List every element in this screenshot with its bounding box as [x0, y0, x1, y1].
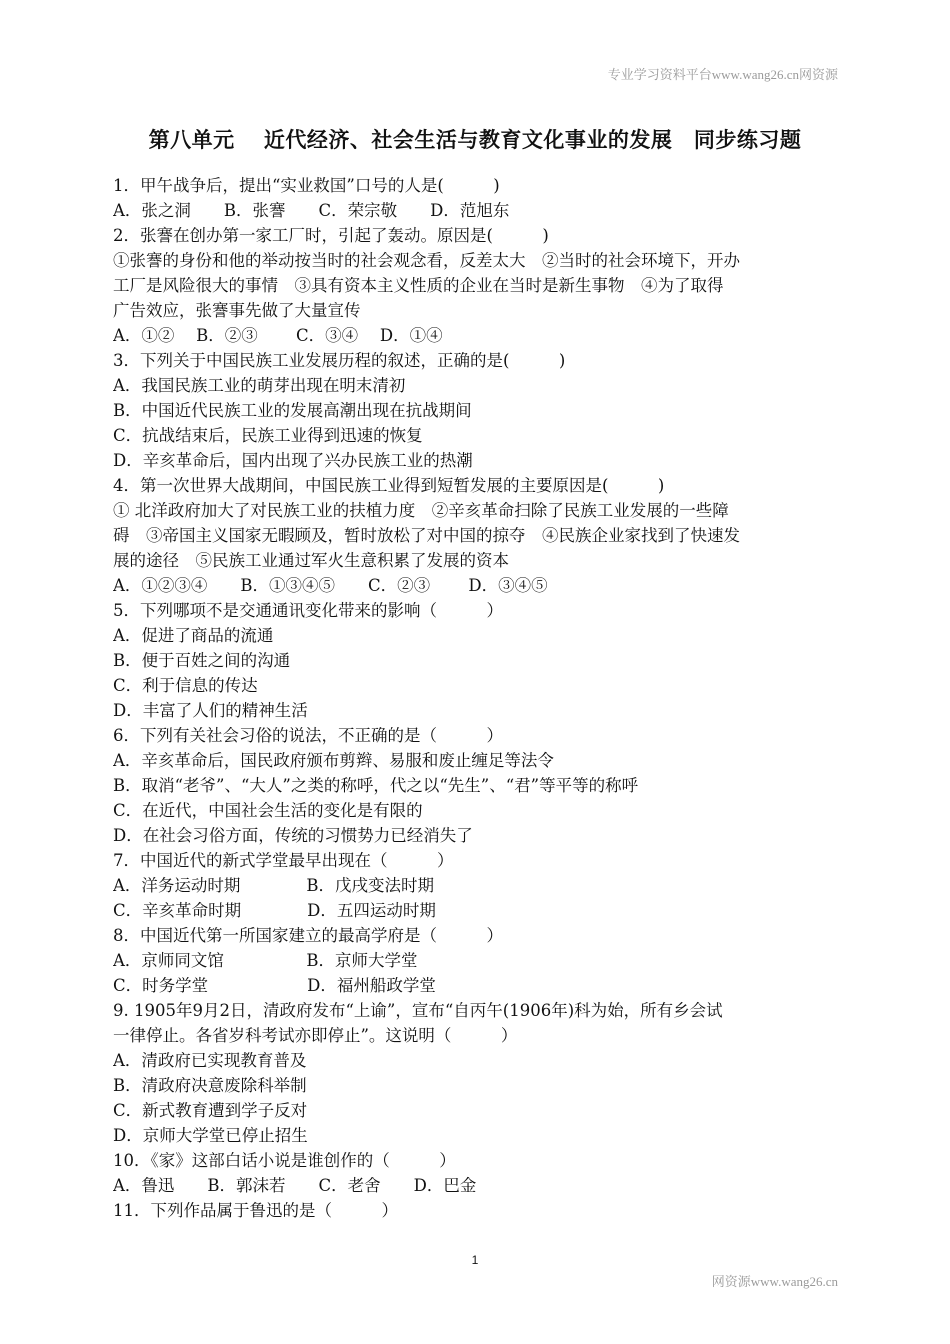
option-line: B．便于百姓之间的沟通 — [113, 651, 291, 670]
option-line: A．洋务运动时期 B．戊戌变法时期 — [113, 876, 435, 895]
option-line: D．丰富了人们的精神生活 — [113, 701, 308, 720]
statement-line: 碍 ③帝国主义国家无暇顾及，暂时放松了对中国的掠夺 ④民族企业家找到了快速发 — [113, 526, 740, 545]
option-line: A．京师同文馆 B．京师大学堂 — [113, 951, 418, 970]
page-number: 1 — [471, 1253, 479, 1267]
option-line: C．在近代，中国社会生活的变化是有限的 — [113, 801, 423, 820]
question-line: 7．中国近代的新式学堂最早出现在（ ） — [113, 851, 454, 870]
question-line: 9. 1905年9月2日，清政府发布“上谕”，宣布“自丙午(1906年)科为始，所有乡会试 — [113, 1001, 723, 1020]
statement-line: 工厂是风险很大的事情 ③具有资本主义性质的企业在当时是新生事物 ④为了取得 — [113, 276, 724, 295]
option-line: A．促进了商品的流通 — [113, 626, 274, 645]
question-line: 10．《家》这部白话小说是谁创作的（ ） — [113, 1151, 456, 1170]
document-title: 第八单元 近代经济、社会生活与教育文化事业的发展 同步练习题 — [148, 127, 802, 152]
question-line: 8．中国近代第一所国家建立的最高学府是（ ） — [113, 926, 503, 945]
option-line: C．时务学堂 D．福州船政学堂 — [113, 976, 436, 995]
question-line: 2．张謇在创办第一家工厂时，引起了轰动。原因是( ) — [113, 226, 549, 245]
option-line: A．辛亥革命后，国民政府颁布剪辫、易服和废止缠足等法令 — [113, 751, 554, 770]
option-line: D．在社会习俗方面，传统的习惯势力已经消失了 — [113, 826, 473, 845]
option-line: A．张之洞 B．张謇 C．荣宗敬 D．范旭东 — [113, 201, 510, 220]
statement-line: ①张謇的身份和他的举动按当时的社会观念看，反差太大 ②当时的社会环境下，开办 — [113, 251, 740, 270]
option-line: B．清政府决意废除科举制 — [113, 1076, 307, 1095]
option-line: A．清政府已实现教育普及 — [113, 1051, 307, 1070]
question-line: 11．下列作品属于鲁迅的是（ ） — [113, 1201, 398, 1220]
option-line: A．①② B．②③ C．③④ D．①④ — [113, 326, 443, 345]
option-line: C．辛亥革命时期 D．五四运动时期 — [113, 901, 436, 920]
option-line: A．鲁迅 B．郭沫若 C．老舍 D．巴金 — [113, 1176, 477, 1195]
page-footer-watermark: 网资源www.wang26.cn — [711, 1274, 838, 1289]
option-line: B．取消“老爷”、“大人”之类的称呼，代之以“先生”、“君”等平等的称呼 — [113, 776, 639, 795]
question-line: 一律停止。各省岁科考试亦即停止”。这说明（ ） — [113, 1026, 518, 1045]
option-line: A．我国民族工业的萌芽出现在明末清初 — [113, 376, 406, 395]
page-header-watermark: 专业学习资料平台www.wang26.cn网资源 — [607, 67, 838, 82]
option-line: C．抗战结束后，民族工业得到迅速的恢复 — [113, 426, 423, 445]
statement-line: ① 北洋政府加大了对民族工业的扶植力度 ②辛亥革命扫除了民族工业发展的一些障 — [113, 501, 729, 520]
statement-line: 广告效应，张謇事先做了大量宣传 — [113, 301, 361, 320]
option-line: C．利于信息的传达 — [113, 676, 258, 695]
question-list — [113, 173, 841, 1223]
question-line: 4．第一次世界大战期间，中国民族工业得到短暂发展的主要原因是( ) — [113, 476, 665, 495]
option-line: C．新式教育遭到学子反对 — [113, 1101, 308, 1120]
question-line: 5．下列哪项不是交通通讯变化带来的影响（ ） — [113, 601, 503, 620]
option-line: A．①②③④ B．①③④⑤ C．②③ D．③④⑤ — [113, 576, 548, 595]
option-line: B．中国近代民族工业的发展高潮出现在抗战期间 — [113, 401, 472, 420]
option-line: D．辛亥革命后，国内出现了兴办民族工业的热潮 — [113, 451, 473, 470]
question-line: 3．下列关于中国民族工业发展历程的叙述，正确的是( ) — [113, 351, 566, 370]
option-line: D．京师大学堂已停止招生 — [113, 1126, 308, 1145]
question-line: 1．甲午战争后，提出“实业救国”口号的人是( ) — [113, 176, 500, 195]
statement-line: 展的途径 ⑤民族工业通过军火生意积累了发展的资本 — [113, 551, 509, 570]
question-line: 6．下列有关社会习俗的说法，不正确的是（ ） — [113, 726, 503, 745]
